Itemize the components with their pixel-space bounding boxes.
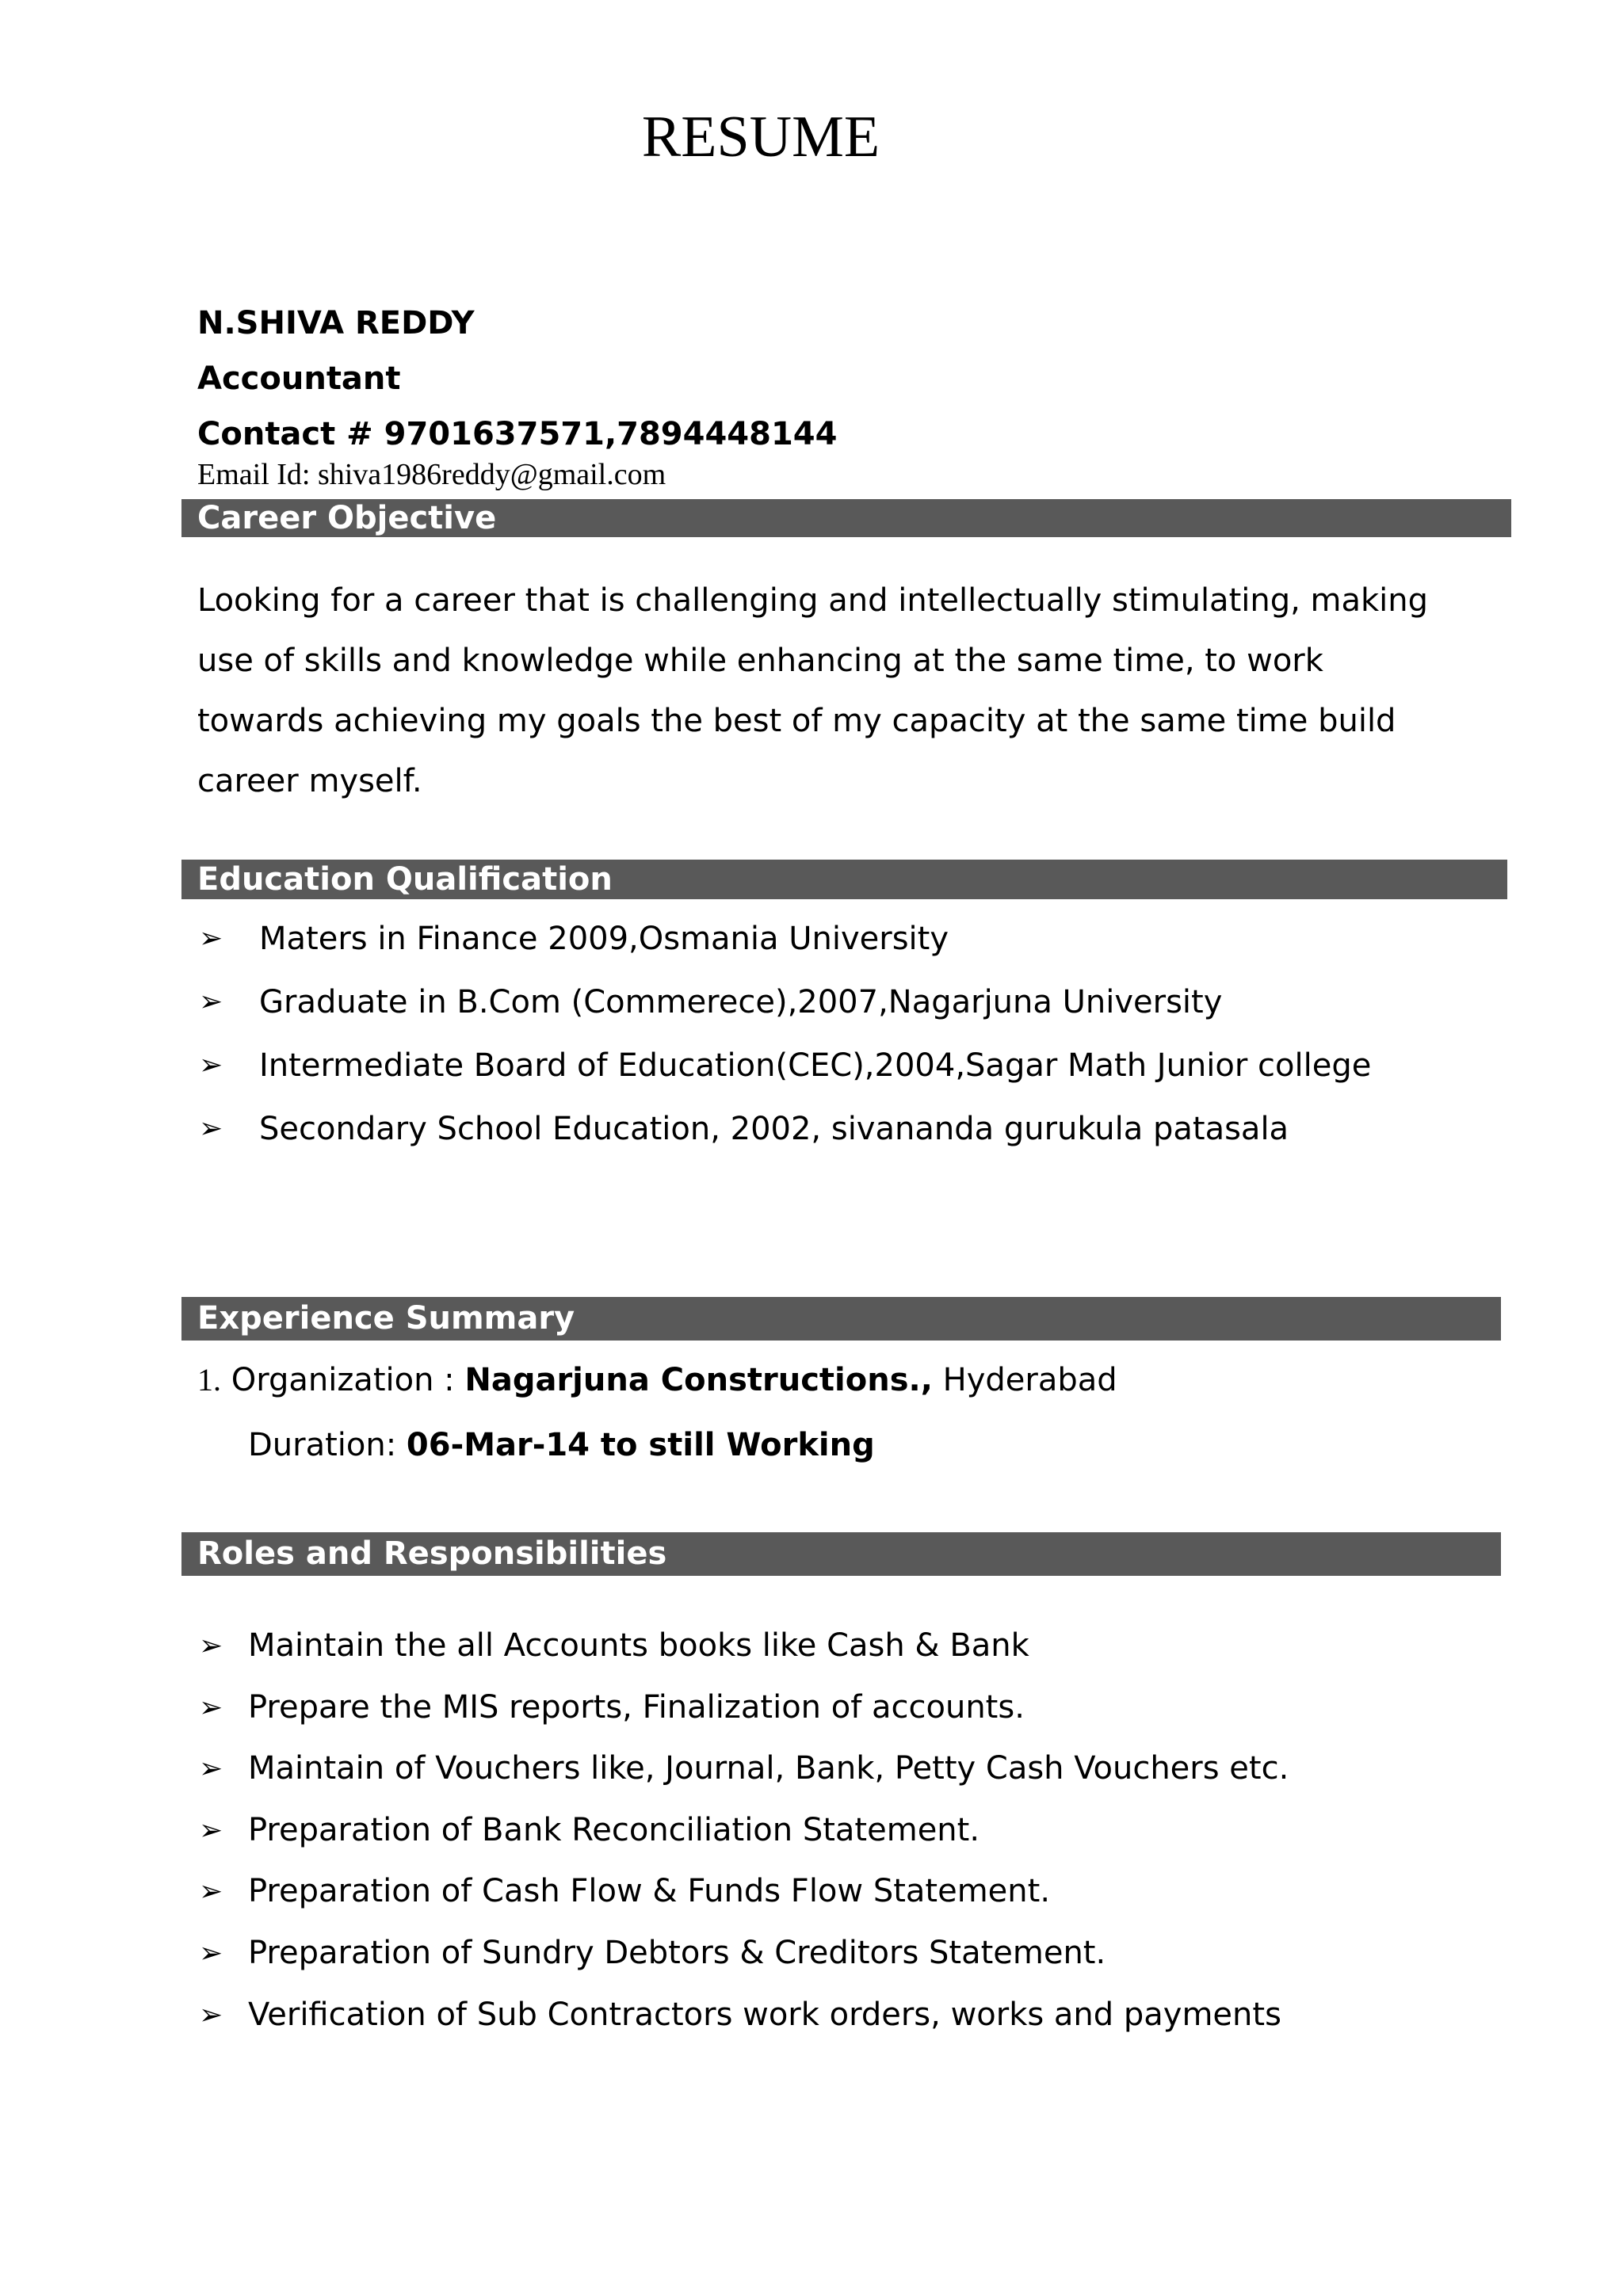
education-item: ➢ Maters in Finance 2009,Osmania University xyxy=(199,907,1507,971)
arrow-bullet-icon: ➢ xyxy=(199,1814,223,1847)
experience-heading: Experience Summary xyxy=(181,1297,1501,1341)
organization-name: Nagarjuna Constructions., xyxy=(464,1362,933,1398)
career-objective-text xyxy=(197,570,1497,811)
career-objective-heading: Career Objective xyxy=(181,499,1511,537)
education-heading: Education Qualification xyxy=(181,860,1507,899)
arrow-bullet-icon: ➢ xyxy=(199,922,223,955)
education-item: ➢ Intermediate Board of Education(CEC),2004,Sagar Math Junior college xyxy=(199,1034,1507,1097)
role-item: ➢ Verification of Sub Contractors work orders, works and payments xyxy=(199,1985,1507,2046)
role-item: ➢ Preparation of Sundry Debtors & Creditors Statement. xyxy=(199,1923,1507,1985)
arrow-bullet-icon: ➢ xyxy=(199,1936,223,1970)
arrow-bullet-icon: ➢ xyxy=(199,1630,223,1662)
arrow-bullet-icon: ➢ xyxy=(199,1112,223,1145)
objective-line: towards achieving my goals the best of my capacity at the same time build xyxy=(197,703,1396,739)
education-list xyxy=(199,907,1507,1161)
organization-city: Hyderabad xyxy=(932,1362,1117,1398)
organization-line xyxy=(197,1356,1117,1404)
role-item: ➢ Maintain the all Accounts books like Cash & Bank xyxy=(199,1615,1507,1677)
page-title: RESUME xyxy=(641,105,880,170)
duration-value: 06-Mar-14 to still Working xyxy=(406,1427,875,1463)
arrow-bullet-icon: ➢ xyxy=(199,1049,223,1081)
duration-line xyxy=(248,1421,875,1469)
arrow-bullet-icon: ➢ xyxy=(199,1875,223,1909)
contact-numbers: Contact # 9701637571,7894448144 xyxy=(197,416,838,452)
email-address: Email Id: shiva1986reddy@gmail.com xyxy=(197,458,666,491)
objective-line: career myself. xyxy=(197,763,422,799)
candidate-name: N.SHIVA REDDY xyxy=(197,305,475,341)
duration-label: Duration: xyxy=(248,1427,407,1463)
arrow-bullet-icon: ➢ xyxy=(199,1753,223,1786)
objective-line: use of skills and knowledge while enhancing at the same time, to work xyxy=(197,643,1323,679)
education-item: ➢ Graduate in B.Com (Commerece),2007,Nagarjuna University xyxy=(199,971,1507,1034)
list-number: 1. xyxy=(197,1362,221,1398)
roles-heading: Roles and Responsibilities xyxy=(181,1532,1501,1576)
arrow-bullet-icon: ➢ xyxy=(199,1998,223,2031)
candidate-designation: Accountant xyxy=(197,360,401,397)
arrow-bullet-icon: ➢ xyxy=(199,1691,223,1724)
role-item: ➢ Preparation of Cash Flow & Funds Flow Statement. xyxy=(199,1861,1507,1923)
role-item: ➢ Maintain of Vouchers like, Journal, Bank, Petty Cash Vouchers etc. xyxy=(199,1738,1507,1800)
role-item: ➢ Prepare the MIS reports, Finalization of accounts. xyxy=(199,1677,1507,1739)
roles-list xyxy=(199,1615,1507,2046)
organization-label: Organization : xyxy=(231,1362,465,1398)
role-item: ➢ Preparation of Bank Reconciliation Statement. xyxy=(199,1800,1507,1862)
objective-line: Looking for a career that is challenging and intellectually stimulating, making xyxy=(197,582,1429,619)
arrow-bullet-icon: ➢ xyxy=(199,986,223,1018)
education-item: ➢ Secondary School Education, 2002, sivananda gurukula patasala xyxy=(199,1097,1507,1161)
